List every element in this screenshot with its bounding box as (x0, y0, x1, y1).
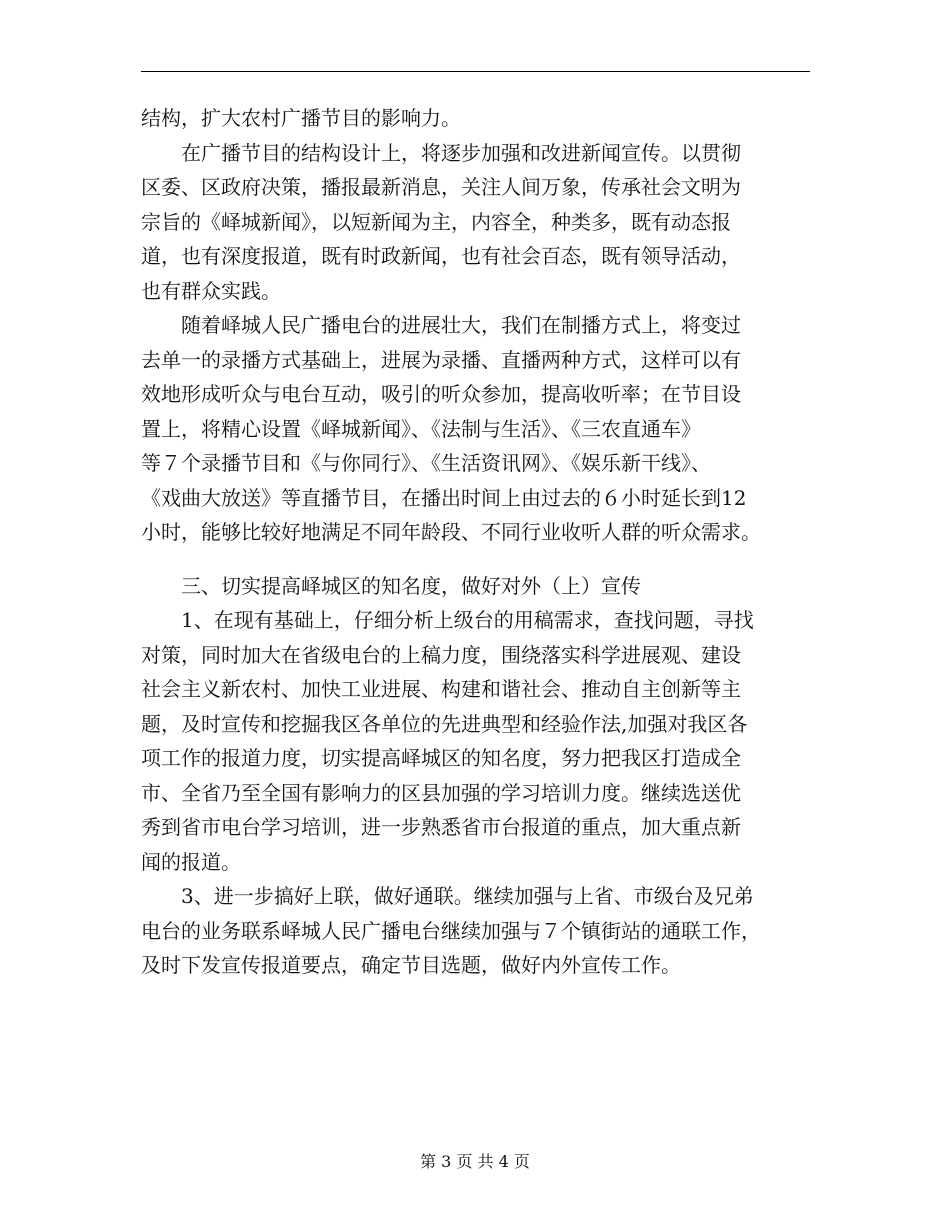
text-line: 也有群众实践。 (141, 278, 281, 303)
text-line: 项工作的报道力度，切实提高峄城区的知名度，努力把我区打造成全 (141, 746, 741, 770)
text-line: 及时下发宣传报道要点，确定节目选题，做好内外宣传工作。 (141, 953, 681, 977)
text-line: 小时，能够比较好地满足不同年龄段、不同行业收听人群的听众需求。 (141, 520, 761, 544)
text-line: 3、进一步搞好上联，做好通联。继续加强与上省、市级台及兄弟 (141, 884, 754, 908)
text-line: 在广播节目的结构设计上，将逐步加强和改进新闻宣传。以贯彻 (141, 140, 741, 165)
text-line: 效地形成听众与电台互动，吸引的听众参加，提高收听率；在节目设 (141, 382, 741, 406)
section-heading: 三、切实提高峄城区的知名度，做好对外（上）宣传 (141, 573, 641, 598)
text-line: 市、全省乃至全国有影响力的区县加强的学习培训力度。继续选送优 (141, 780, 741, 805)
text-line: 宗旨的《峄城新闻》，以短新闻为主，内容全，种类多，既有动态报 (141, 209, 731, 234)
text-line: 秀到省市电台学习培训，进一步熟悉省市台报道的重点，加大重点新 (141, 815, 741, 839)
text-line: 对策，同时加大在省级电台的上稿力度，围绕落实科学进展观、建设 (141, 642, 741, 667)
text-line: 《戏曲大放送》等直播节目，在播出时间上由过去的６小时延长到12 (141, 485, 747, 510)
header-rule (141, 71, 810, 72)
body-text (141, 101, 811, 983)
text-line: 置上，将精心设置《峄城新闻》、《法制与生活》、《三农直通车》 (141, 416, 701, 441)
text-line: 等７个录播节目和《与你同行》、《生活资讯网》、《娱乐新干线》、 (141, 451, 711, 475)
text-line: 道，也有深度报道，既有时政新闻，也有社会百态，既有领导活动， (141, 244, 741, 268)
paragraph-gap (141, 550, 811, 569)
page-number: 第 3 页 共 4 页 (420, 1152, 530, 1171)
text-line: 电台的业务联系峄城人民广播电台继续加强与７个镇街站的通联工作， (141, 918, 761, 943)
text-line: 结构，扩大农村广播节目的影响力。 (141, 106, 461, 130)
text-line: 1、在现有基础上，仔细分析上级台的用稿需求，查找问题，寻找 (141, 608, 754, 632)
text-line: 区委、区政府决策，播报最新消息，关注人间万象，传承社会文明为 (141, 175, 741, 199)
text-line: 随着峄城人民广播电台的进展壮大，我们在制播方式上，将变过 (141, 313, 741, 337)
text-line: 闻的报道。 (141, 849, 241, 874)
text-line: 社会主义新农村、加快工业进展、构建和谐社会、推动自主创新等主 (141, 677, 741, 701)
text-line: 去单一的录播方式基础上，进展为录播、直播两种方式，这样可以有 (141, 347, 741, 372)
text-line: 题，及时宣传和挖掘我区各单位的先进典型和经验作法,加强对我区各 (141, 711, 748, 736)
